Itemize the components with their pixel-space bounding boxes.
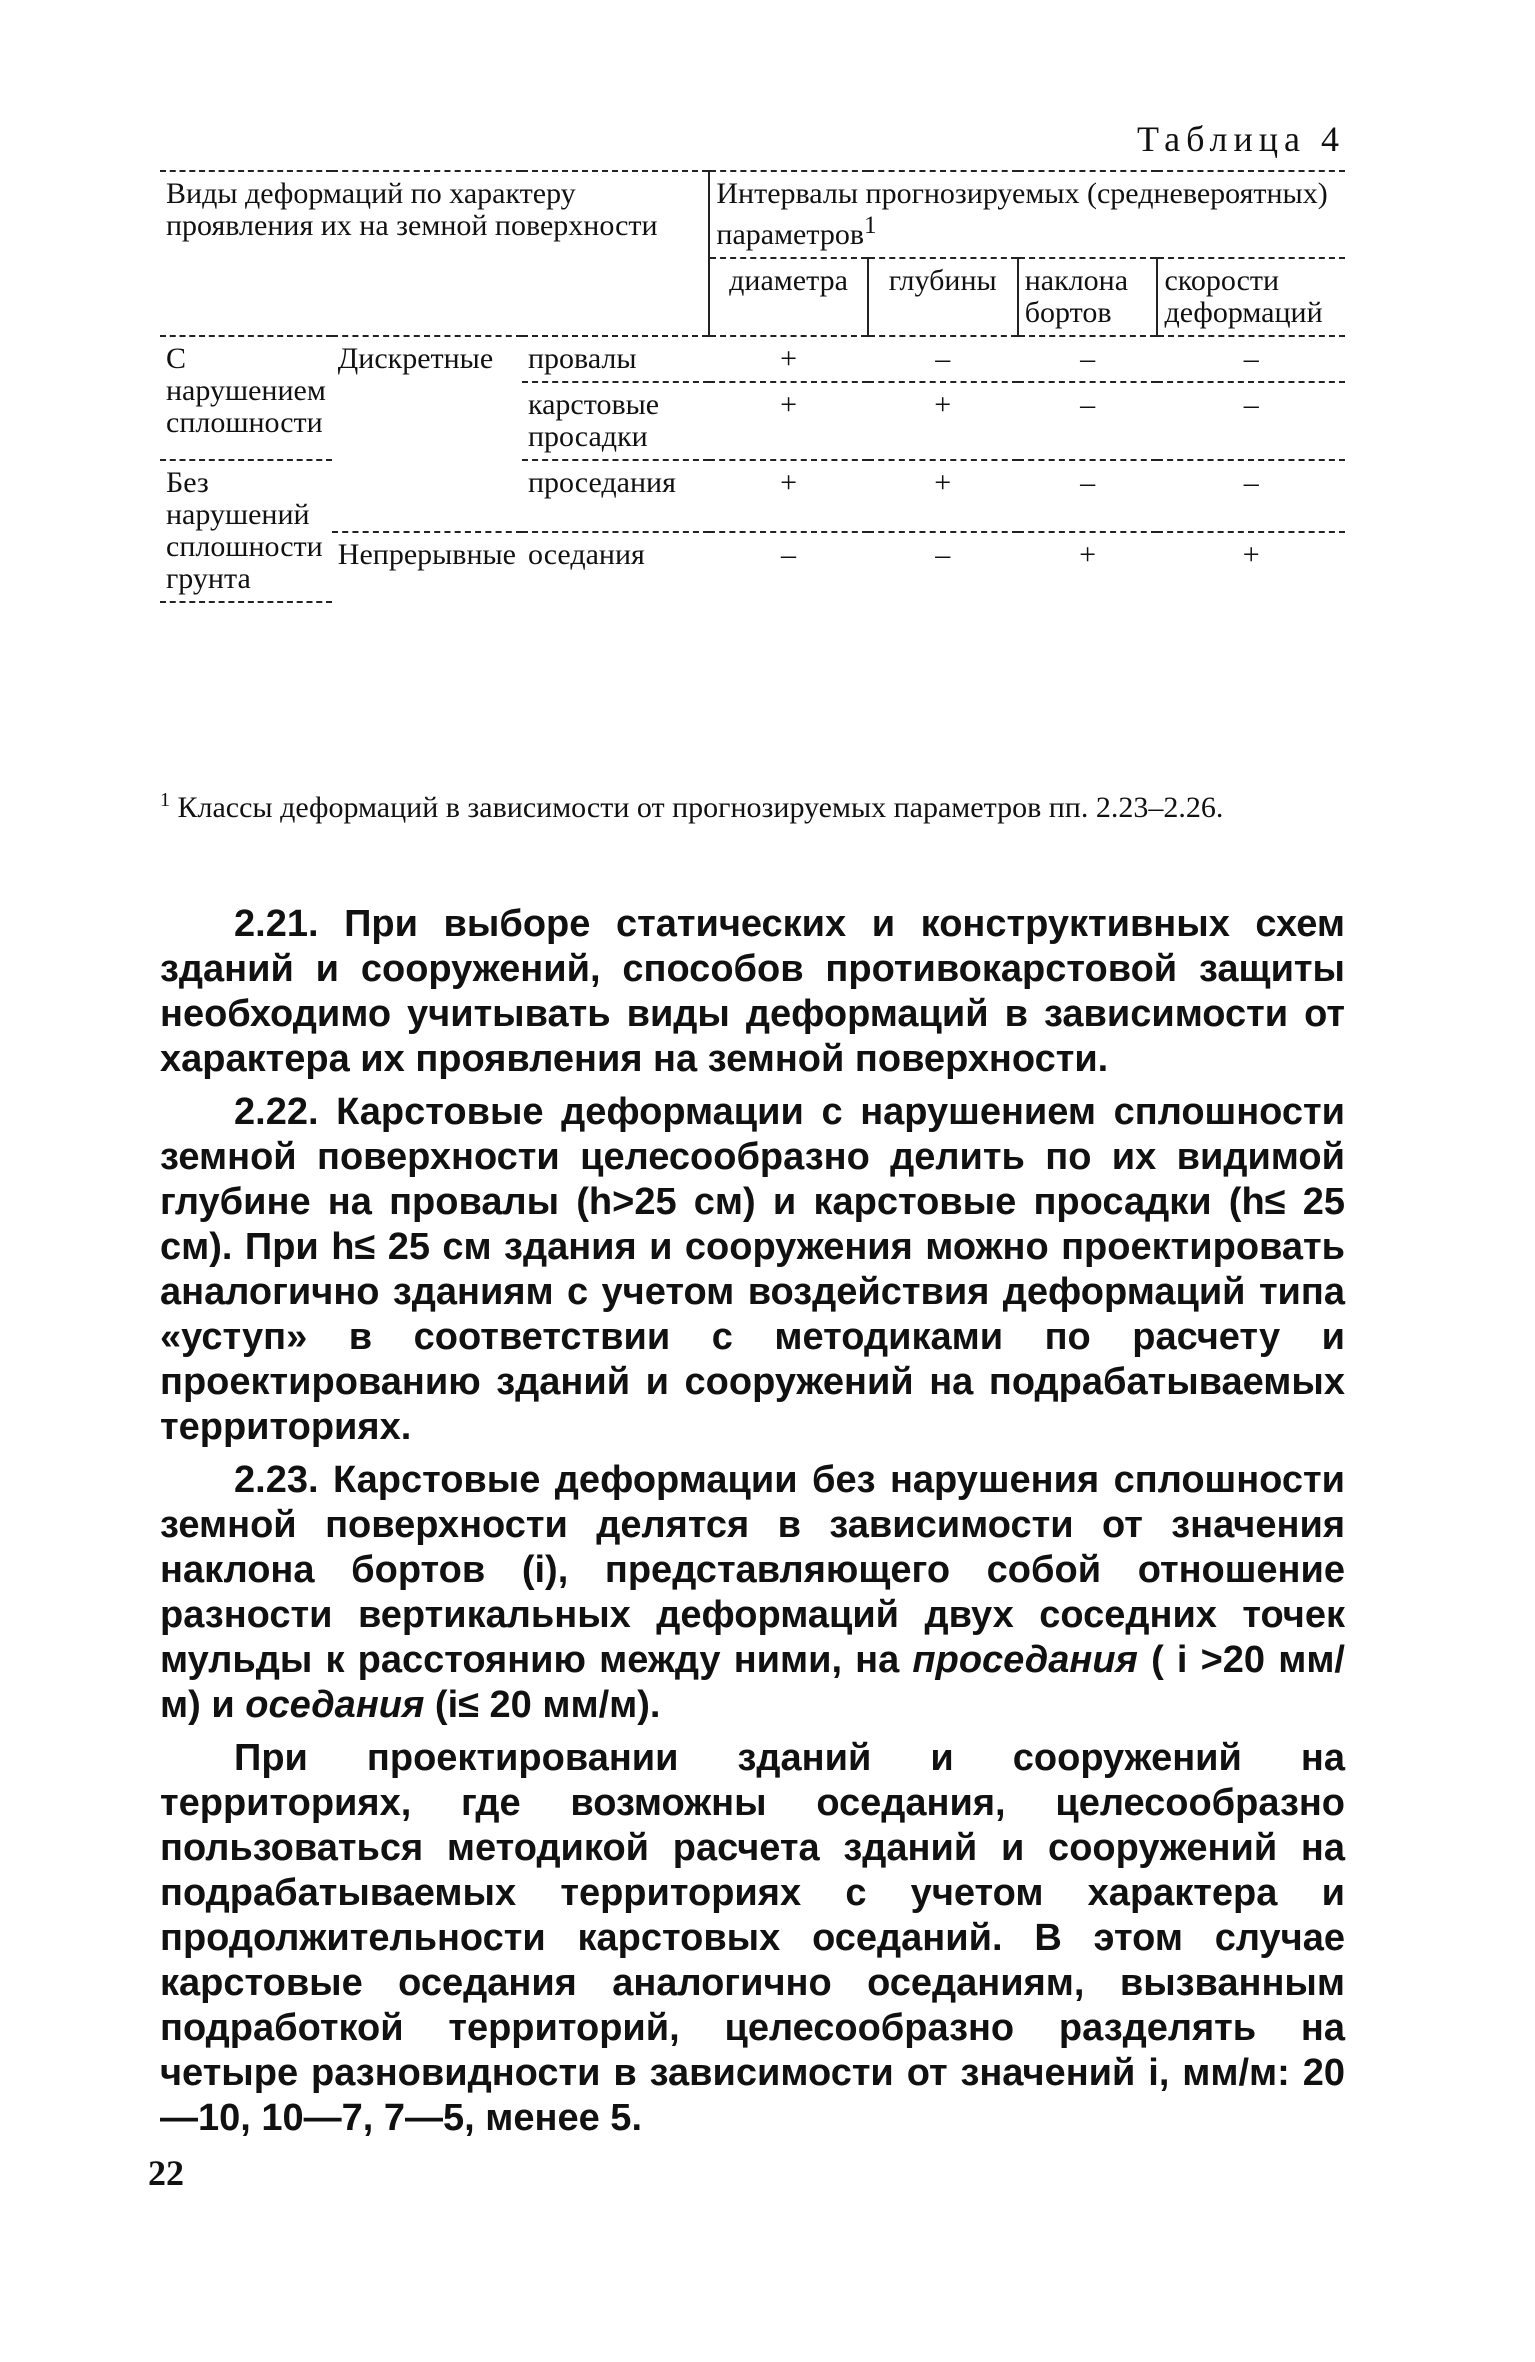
cell-r3-velocity: – — [1157, 460, 1345, 532]
cell-r4-diameter: – — [781, 537, 797, 571]
cell-r1-diameter: + — [709, 336, 867, 382]
cell-r1-velocity: – — [1157, 336, 1345, 382]
cell-r4-depth: – — [935, 537, 951, 571]
paragraph-2-21: 2.21. При выборе статических и конструктивных схем зданий и сооружений, способов противокарстовой защиты необходимо учитывать виды деформаций в зависимости от характера их проявления на земной поверхности. — [160, 903, 1345, 1080]
table-footnote — [160, 782, 1345, 826]
header-diameter: диаметра — [709, 258, 867, 336]
row-group-with-discontinuity: С нарушением сплошности — [160, 336, 332, 460]
table-caption: Таблица 4 — [1137, 119, 1345, 159]
cell-r3-slope: – — [1018, 460, 1158, 532]
row-name-provaly: провалы — [522, 336, 709, 382]
footnote-text: Классы деформаций в зависимости от прогнозируемых параметров пп. 2.23–2.26. — [170, 791, 1224, 824]
body-text — [160, 902, 1345, 2141]
header-depth: глубины — [868, 258, 1018, 336]
p223-mid: ( i >20 мм/м) и — [160, 1639, 1345, 1726]
term-osedaniya: оседания — [245, 1684, 425, 1726]
page-number: 22 — [148, 2153, 184, 2193]
footnote-ref: 1 — [864, 212, 877, 239]
cell-r2-diameter: + — [709, 382, 867, 460]
paragraph-design: При проектировании зданий и сооружений на территориях, где возможны оседания, целесообразно пользоваться методикой расчета зданий и сооружений на подрабатываемых территориях с учетом характера и продолжительности карстовых оседаний. В этом случае карстовые оседания аналогично оседаниям, вызванным подработкой территорий, целесообразно разделять на четыре разновидности в зависимости от значений i, мм/м: 20—10, 10—7, 7—5, менее 5. — [160, 1737, 1345, 2139]
deformation-table — [160, 170, 1345, 603]
header-group-label: Интервалы прогнозируемых (средневероятных) параметров — [716, 177, 1328, 251]
footnote-mark: 1 — [160, 789, 170, 811]
term-prosedaniya: проседания — [912, 1639, 1138, 1681]
cell-r1-slope: – — [1018, 336, 1158, 382]
cell-r4-velocity: + — [1242, 537, 1260, 571]
p223-tail: (i≤ 20 мм/м). — [424, 1684, 661, 1726]
cell-r2-slope: – — [1018, 382, 1158, 460]
header-velocity: скорости деформаций — [1157, 258, 1345, 336]
cell-r4-slope: + — [1079, 537, 1097, 571]
cell-r2-depth: + — [868, 382, 1018, 460]
cell-r2-velocity: – — [1157, 382, 1345, 460]
type-discrete: Дискретные — [337, 342, 494, 375]
cell-r3-depth: + — [868, 460, 1018, 532]
p223-lead: 2.23. Карстовые деформации без нарушения сплошности земной поверхности делятся в зависимости от значения наклона бортов (i), представляющего собой отношение разности вертикальных деформаций двух соседних точек мульды к расстоянию между ними, на — [160, 1459, 1345, 1681]
header-deformation-types: Виды деформаций по характеру проявления их на земной поверхности — [160, 171, 709, 336]
row-name-osedaniya: оседания — [528, 537, 645, 571]
paragraph-2-22: 2.22. Карстовые деформации с нарушением сплошности земной поверхности целесообразно делить по их видимой глубине на провалы (h>25 см) и карстовые просадки (h≤ 25 см). При h≤ 25 см здания и сооружения можно проектировать аналогично зданиям с учетом воздействия деформаций типа «уступ» в соответствии с методиками по расчету и проектированию зданий и сооружений на подрабатываемых территориях. — [160, 1091, 1345, 1448]
row-name-karst-prosadki: карстовые просадки — [522, 382, 709, 460]
type-continuous: Непрерывные — [332, 532, 522, 602]
header-parameter-intervals — [709, 171, 1345, 258]
row-name-prosedaniya: проседания — [522, 460, 709, 532]
paragraph-2-23 — [160, 1458, 1345, 1728]
row-group-without-discontinuity: Без нарушений сплошности грунта — [160, 460, 332, 602]
header-slope: наклона бортов — [1018, 258, 1158, 336]
cell-r3-diameter: + — [709, 460, 867, 532]
cell-r1-depth: – — [868, 336, 1018, 382]
